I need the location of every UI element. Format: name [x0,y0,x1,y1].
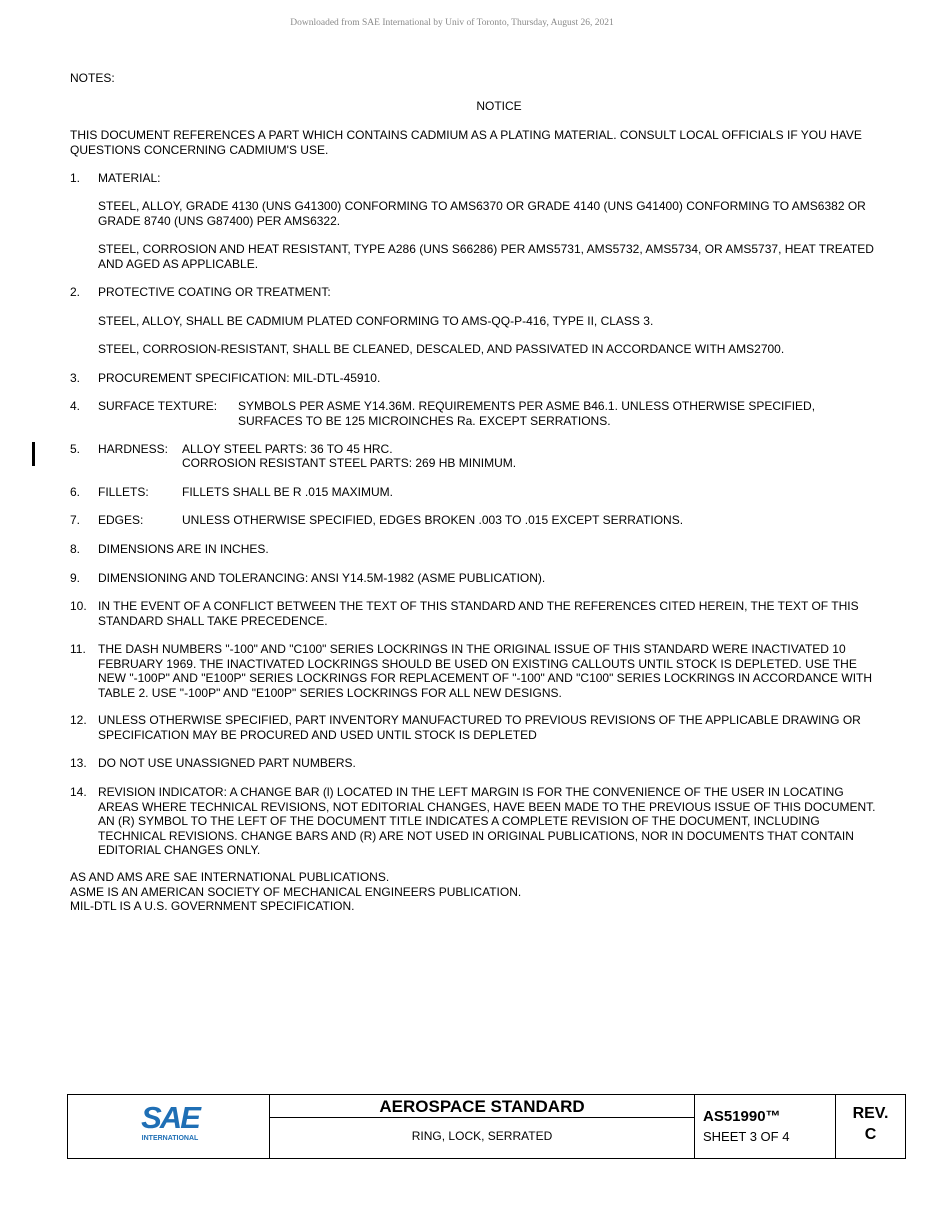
doc-cell [695,1095,836,1158]
download-banner: Downloaded from SAE International by Univ of Toronto, Thursday, August 26, 2021 [290,18,614,28]
note-11-text: THE DASH NUMBERS "-100" AND "C100" SERIES LOCKRINGS IN THE ORIGINAL ISSUE OF THIS STANDARD WERE INACTIVATED 10 FEBRUARY 1969. THE INACTIVATED LOCKRINGS SHOULD BE USED ON EXISTING CALLOUTS UNTIL STOCK IS DEPLETED. USE THE NEW "-100P" AND "E100P" SERIES LOCKRINGS FOR REPLACEMENT OF "-100" AND "C100" SERIES LOCKRINGS IN ACCORDANCE WITH TABLE 2. USE "-100P" AND "E100P" SERIES LOCKRINGS FOR ALL NEW DESIGNS. [98,642,873,700]
note-7-text: UNLESS OTHERWISE SPECIFIED, EDGES BROKEN .003 TO .015 EXCEPT SERRATIONS. [182,513,684,527]
note-number: 11. [70,642,86,656]
note-2-title: PROTECTIVE COATING OR TREATMENT: [98,285,331,299]
note-13-text: DO NOT USE UNASSIGNED PART NUMBERS. [98,756,356,770]
document-number: AS51990™ [703,1108,781,1125]
title-cell [270,1095,695,1158]
footnote-line: MIL-DTL IS A U.S. GOVERNMENT SPECIFICATION. [70,899,355,913]
note-3-text: PROCUREMENT SPECIFICATION: MIL-DTL-45910. [98,371,381,385]
note-2-paragraph: STEEL, CORROSION-RESISTANT, SHALL BE CLEANED, DESCALED, AND PASSIVATED IN ACCORDANCE WITH AMS2700. [98,342,785,356]
note-2-paragraph: STEEL, ALLOY, SHALL BE CADMIUM PLATED CONFORMING TO AMS-QQ-P-416, TYPE II, CLASS 3. [98,314,654,328]
note-number: 12. [70,713,87,727]
note-number: 1. [70,171,81,185]
logo-cell [68,1095,270,1158]
logo-subtext: INTERNATIONAL [141,1135,199,1142]
note-number: 13. [70,756,87,770]
revision-value: C [864,1126,877,1143]
footnote-line: AS AND AMS ARE SAE INTERNATIONAL PUBLICATIONS. [70,870,390,884]
part-name: RING, LOCK, SERRATED [411,1129,553,1143]
notice-title: NOTICE [476,99,522,113]
note-10-text: IN THE EVENT OF A CONFLICT BETWEEN THE TEXT OF THIS STANDARD AND THE REFERENCES CITED HEREIN, THE TEXT OF THIS STANDARD SHALL TAKE PRECEDENCE. [98,599,859,628]
note-number: 10. [70,599,87,613]
change-bar [32,442,35,466]
note-number: 7. [70,513,81,527]
standard-type: AEROSPACE STANDARD [270,1095,694,1118]
note-1-title: MATERIAL: [98,171,161,185]
note-5-line: ALLOY STEEL PARTS: 36 TO 45 HRC. [182,442,393,456]
note-9-text: DIMENSIONING AND TOLERANCING: ANSI Y14.5M-1982 (ASME PUBLICATION). [98,571,546,585]
note-number: 6. [70,485,81,499]
note-6-text: FILLETS SHALL BE R .015 MAXIMUM. [182,485,393,499]
note-4-label: SURFACE TEXTURE: [98,399,218,413]
note-number: 9. [70,571,81,585]
note-14-text: REVISION INDICATOR: A CHANGE BAR (l) LOCATED IN THE LEFT MARGIN IS FOR THE CONVENIENCE OF THE USER IN LOCATING AREAS WHERE TECHNICAL REVISIONS, NOT EDITORIAL CHANGES, HAVE BEEN MADE TO THE PREVIOUS ISSUE OF THIS DOCUMENT. AN (R) SYMBOL TO THE LEFT OF THE DOCUMENT TITLE INDICATES A COMPLETE REVISION OF THE DOCUMENT, INCLUDING TECHNICAL REVISIONS. CHANGE BARS AND (R) ARE NOT USED IN ORIGINAL PUBLICATIONS, NOR IN DOCUMENTS THAT CONTAIN EDITORIAL CHANGES ONLY. [98,785,876,857]
rev-cell [836,1095,905,1158]
note-6-label: FILLETS: [98,485,149,499]
sae-logo [130,1102,210,1142]
footnote-line: ASME IS AN AMERICAN SOCIETY OF MECHANICAL ENGINEERS PUBLICATION. [70,885,522,899]
notice-text: THIS DOCUMENT REFERENCES A PART WHICH CONTAINS CADMIUM AS A PLATING MATERIAL. CONSULT LOCAL OFFICIALS IF YOU HAVE QUESTIONS CONCERNING CADMIUM'S USE. [70,128,862,157]
note-5-line: CORROSION RESISTANT STEEL PARTS: 269 HB MINIMUM. [182,456,517,470]
notes-heading: NOTES: [70,71,115,85]
note-8-text: DIMENSIONS ARE IN INCHES. [98,542,269,556]
revision-label: REV. [852,1105,889,1122]
note-number: 14. [70,785,87,799]
note-number: 2. [70,285,81,299]
note-12-text: UNLESS OTHERWISE SPECIFIED, PART INVENTORY MANUFACTURED TO PREVIOUS REVISIONS OF THE APPLICABLE DRAWING OR SPECIFICATION MAY BE PROCURED AND USED UNTIL STOCK IS DEPLETED [98,713,861,742]
note-number: 5. [70,442,81,456]
title-block [67,1094,906,1159]
note-4-text: SYMBOLS PER ASME Y14.36M. REQUIREMENTS PER ASME B46.1. UNLESS OTHERWISE SPECIFIED, SURFACES TO BE 125 MICROINCHES Ra. EXCEPT SERRATIONS. [238,399,816,428]
note-number: 3. [70,371,81,385]
note-1-paragraph: STEEL, CORROSION AND HEAT RESISTANT, TYPE A286 (UNS S66286) PER AMS5731, AMS5732, AMS5734, OR AMS5737, HEAT TREATED AND AGED AS APPLICABLE. [98,242,874,271]
note-5-label: HARDNESS: [98,442,169,456]
sheet-number: SHEET 3 OF 4 [703,1129,790,1144]
note-7-label: EDGES: [98,513,144,527]
note-number: 8. [70,542,81,556]
note-number: 4. [70,399,81,413]
note-1-paragraph: STEEL, ALLOY, GRADE 4130 (UNS G41300) CONFORMING TO AMS6370 OR GRADE 4140 (UNS G41400) CONFORMING TO AMS6382 OR GRADE 8740 (UNS G87400) PER AMS6322. [98,199,866,228]
logo-text: SAE [141,1102,199,1135]
